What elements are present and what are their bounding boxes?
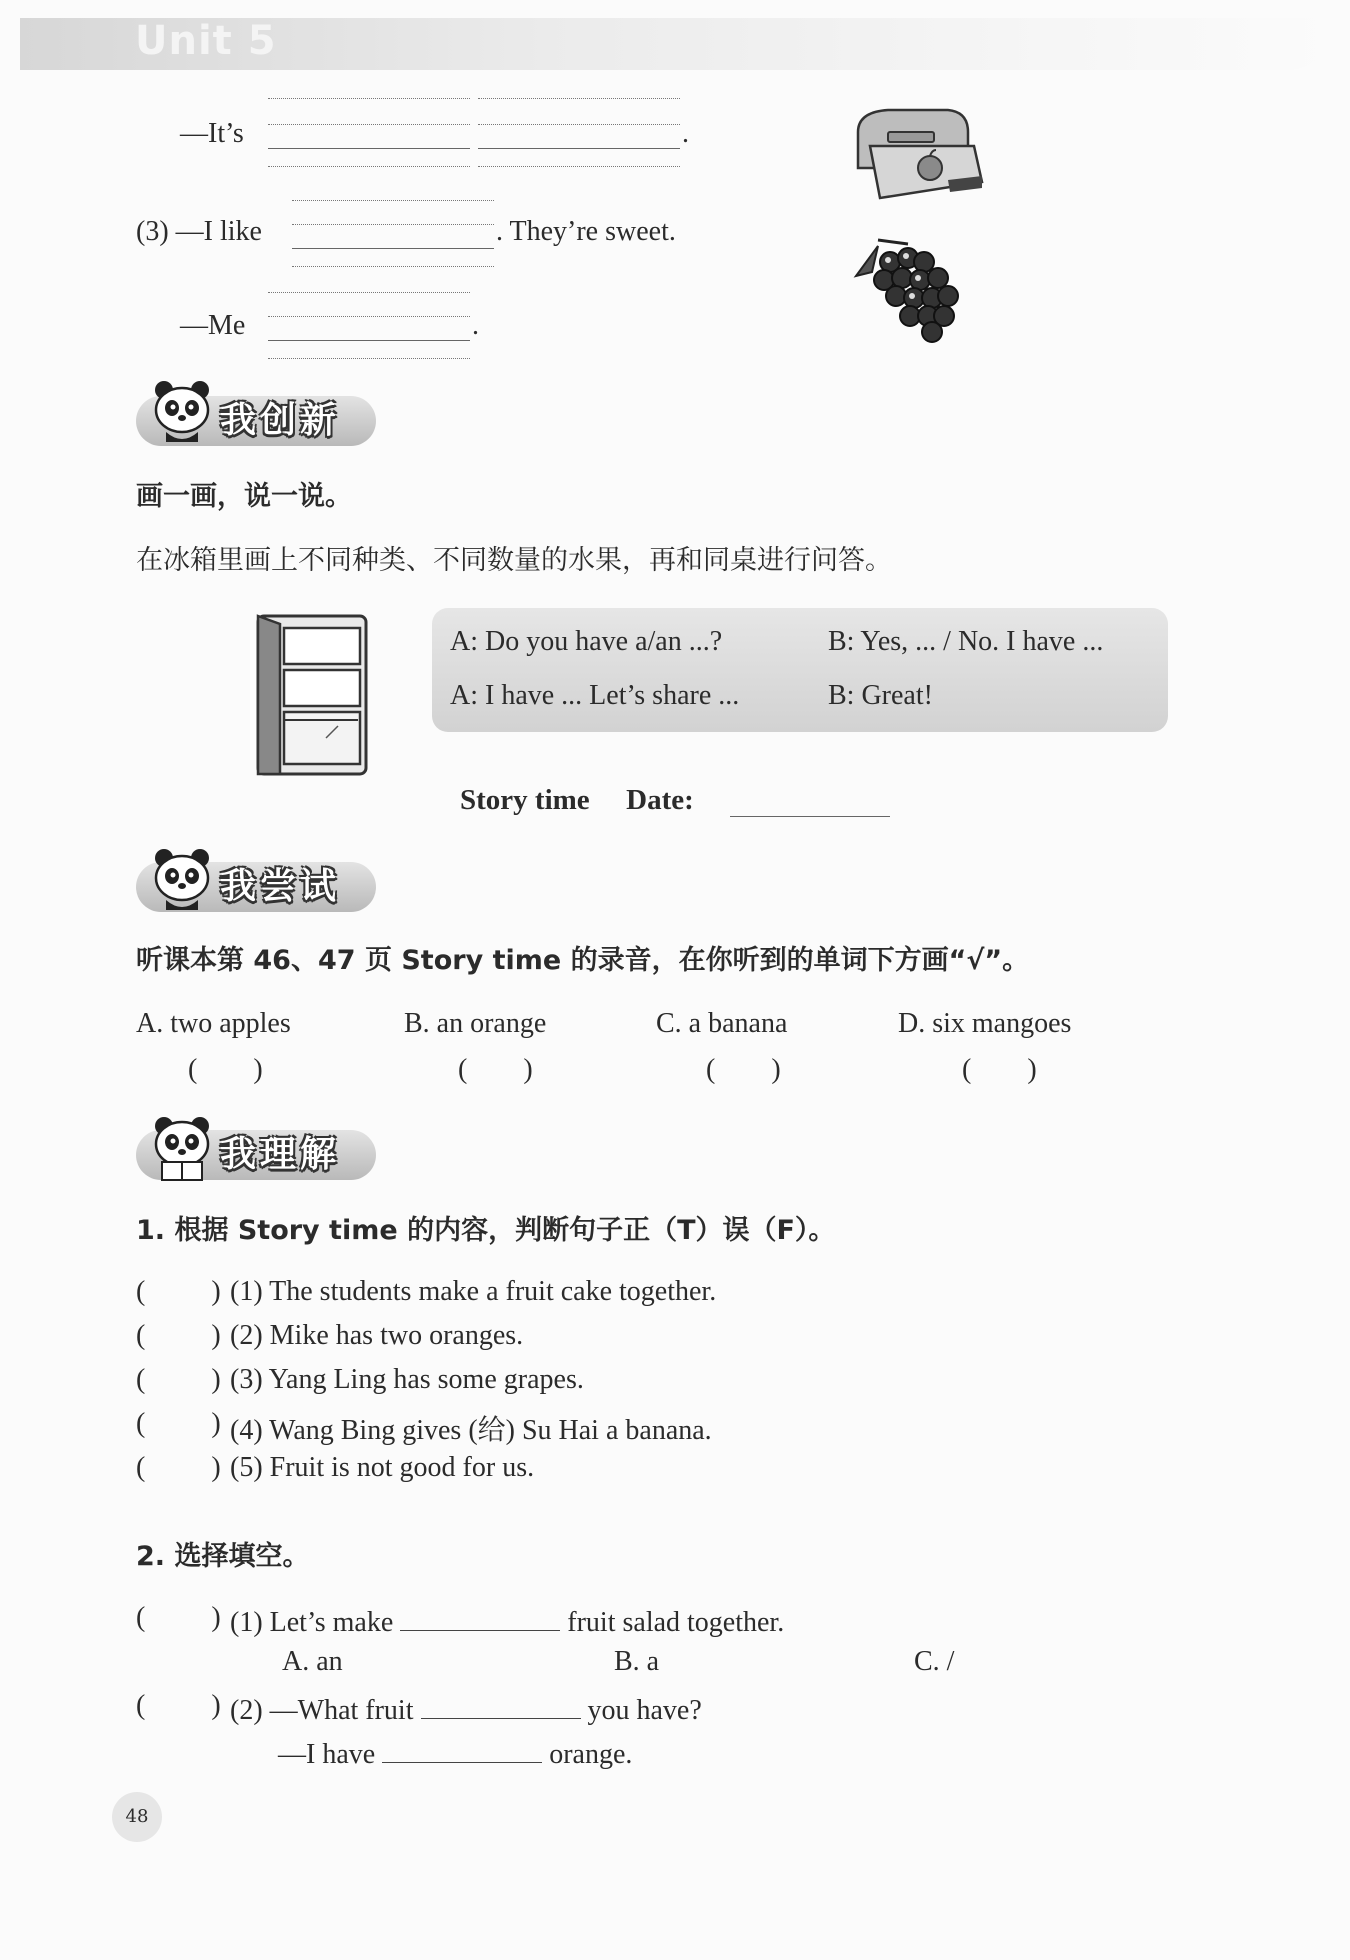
dialog-a1: A: Do you have a/an ...?	[450, 626, 723, 657]
create-description: 在冰箱里画上不同种类、不同数量的水果，再和同桌进行问答。	[136, 545, 892, 576]
tick-bracket-c[interactable]: ( )	[706, 1054, 781, 1085]
q3-prefix: (3) —I like	[136, 216, 262, 247]
page-number: 48	[112, 1792, 162, 1842]
tick-bracket-a[interactable]: ( )	[188, 1054, 263, 1085]
dialog-b1: B: Yes, ... / No. I have ...	[828, 626, 1104, 657]
answer-line-its-1[interactable]	[268, 148, 470, 149]
create-instruction: 画一画，说一说。	[136, 481, 352, 512]
tf-item-4: (4) Wang Bing gives (给) Su Hai a banana.	[230, 1415, 712, 1446]
option-c: C. a banana	[656, 1008, 788, 1039]
tf-bracket-4[interactable]: ( )	[136, 1408, 221, 1439]
tf-bracket-1[interactable]: ( )	[136, 1276, 221, 1307]
tf-item-1: (1) The students make a fruit cake together.	[230, 1276, 717, 1307]
mc-blank-3[interactable]	[382, 1734, 542, 1763]
answer-line-q3[interactable]	[292, 248, 494, 249]
fridge-illustration	[254, 612, 374, 778]
option-a: A. two apples	[136, 1008, 291, 1039]
panda-icon	[148, 376, 216, 446]
try-instruction: 听课本第 46、47 页 Story time 的录音，在你听到的单词下方画“√”。	[136, 945, 1030, 976]
period-its: .	[682, 118, 689, 149]
panda-icon	[148, 844, 216, 914]
answer-line-me[interactable]	[268, 340, 470, 341]
section-title-try: 我尝试	[220, 866, 341, 907]
mc-item-2-line2: —I have orange.	[278, 1734, 632, 1771]
q3-suffix: . They’re sweet.	[496, 216, 676, 247]
mc-bracket-1[interactable]: ( )	[136, 1602, 221, 1633]
mc1-option-b: B. a	[614, 1646, 660, 1677]
mc-item-1: (1) Let’s make fruit salad together.	[230, 1602, 784, 1639]
date-input-line[interactable]	[730, 816, 890, 817]
panda-reading-icon	[148, 1112, 216, 1182]
tf-item-2: (2) Mike has two oranges.	[230, 1320, 524, 1351]
q2-title: 2. 选择填空。	[136, 1541, 310, 1572]
mc-blank-1[interactable]	[400, 1602, 560, 1631]
tick-bracket-b[interactable]: ( )	[458, 1054, 533, 1085]
section-title-understand: 我理解	[220, 1134, 341, 1175]
tf-bracket-5[interactable]: ( )	[136, 1452, 221, 1483]
tf-bracket-2[interactable]: ( )	[136, 1320, 221, 1351]
answer-line-its-2[interactable]	[478, 148, 680, 149]
story-time-heading	[460, 784, 694, 817]
grapes-illustration	[848, 232, 976, 346]
date-label: Date:	[626, 784, 694, 816]
line-its: —It’s	[180, 118, 244, 149]
option-b: B. an orange	[404, 1008, 547, 1039]
dialog-b2: B: Great!	[828, 680, 933, 711]
mc-item-2: (2) —What fruit you have?	[230, 1690, 702, 1727]
tf-item-3: (3) Yang Ling has some grapes.	[230, 1364, 584, 1395]
mc-bracket-2[interactable]: ( )	[136, 1690, 221, 1721]
mc1-option-c: C. /	[914, 1646, 955, 1677]
mc1-option-a: A. an	[282, 1646, 343, 1677]
tf-item-5: (5) Fruit is not good for us.	[230, 1452, 535, 1483]
story-time-title: Story time	[460, 784, 590, 816]
section-title-create: 我创新	[220, 400, 341, 441]
line-me: —Me	[180, 310, 246, 341]
period-me: .	[472, 310, 479, 341]
unit-label: Unit 5	[135, 18, 277, 64]
option-d: D. six mangoes	[898, 1008, 1072, 1039]
tf-bracket-3[interactable]: ( )	[136, 1364, 221, 1395]
dialog-a2: A: I have ... Let’s share ...	[450, 680, 740, 711]
mc-blank-2[interactable]	[421, 1690, 581, 1719]
tick-bracket-d[interactable]: ( )	[962, 1054, 1037, 1085]
fridge-drawer-illustration	[848, 102, 984, 206]
q1-title: 1. 根据 Story time 的内容，判断句子正（T）误（F）。	[136, 1215, 836, 1246]
